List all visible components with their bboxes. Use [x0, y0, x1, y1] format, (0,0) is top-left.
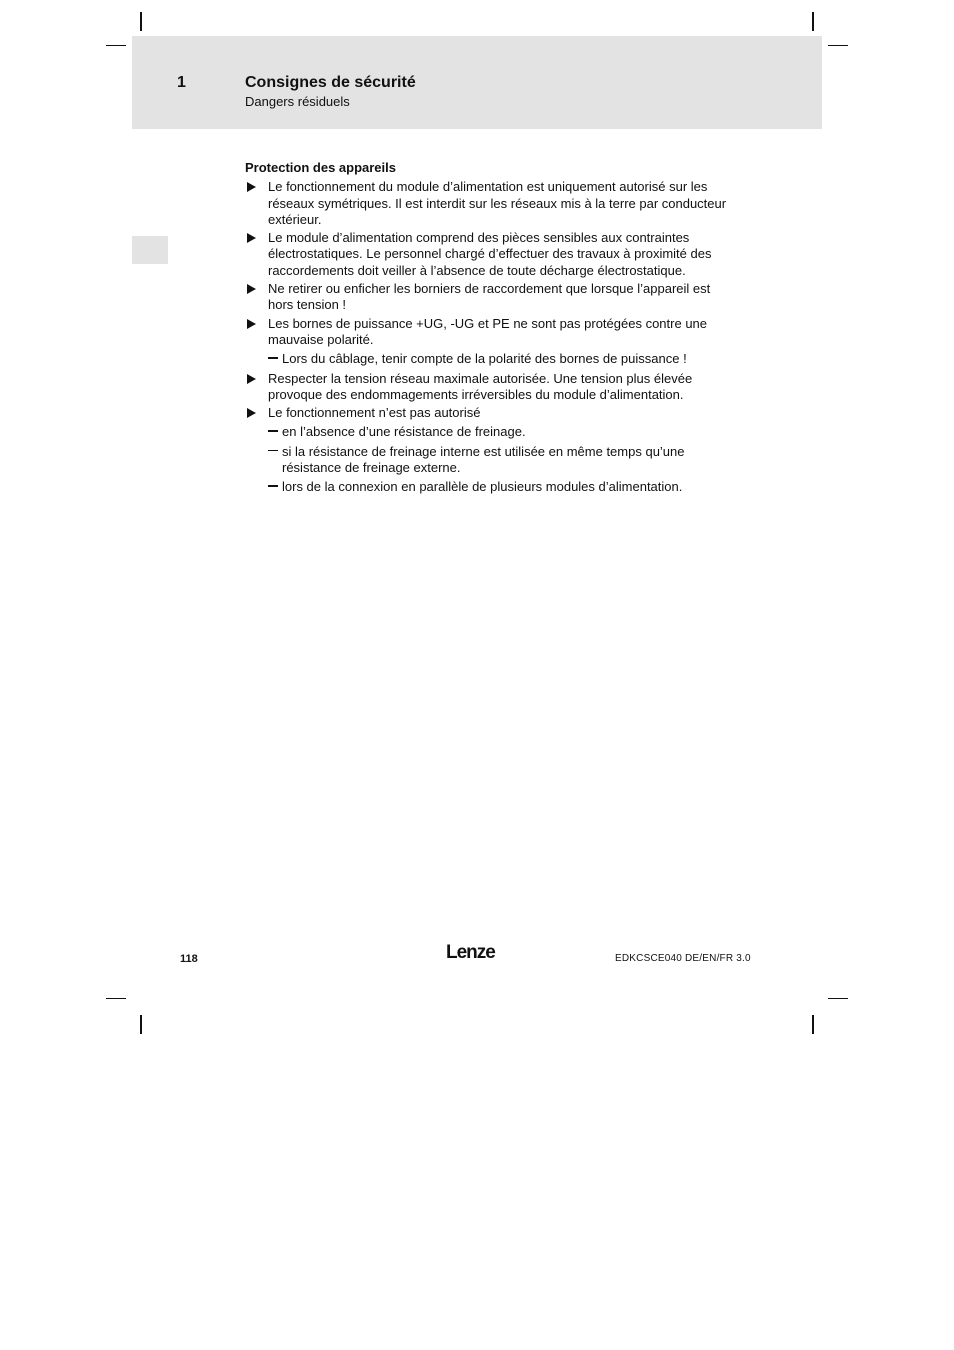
- dash-bullet-icon: [268, 430, 278, 432]
- triangle-bullet-icon: [247, 182, 256, 192]
- bullet-item: [245, 230, 735, 279]
- bullet-item: [245, 316, 735, 368]
- dash-list: [268, 351, 735, 367]
- crop-mark-top-right-vertical: [812, 12, 814, 31]
- chapter-header-band: [132, 36, 822, 129]
- crop-mark-top-right-horizontal: [828, 45, 848, 46]
- triangle-bullet-icon: [247, 284, 256, 294]
- chapter-title: Consignes de sécurité: [245, 74, 416, 91]
- crop-mark-top-left-horizontal: [106, 45, 126, 46]
- lenze-logo: Lenze: [446, 942, 495, 963]
- dash-list: [268, 424, 735, 495]
- bullet-text: Le module d’alimentation comprend des pièces sensibles aux contraintes électrostatiques. Le personnel chargé d’effectuer des travaux à proximité des raccordements doit veiller à l’absence de toute décharge électrostatique.: [268, 230, 712, 278]
- page-number: 118: [180, 953, 198, 965]
- bullet-item: [245, 281, 735, 314]
- chapter-subtitle: Dangers résiduels: [245, 94, 350, 109]
- dash-text: Lors du câblage, tenir compte de la polarité des bornes de puissance !: [282, 351, 687, 367]
- crop-mark-bottom-left-vertical: [140, 1015, 142, 1034]
- triangle-bullet-icon: [247, 374, 256, 384]
- bullet-list: [245, 179, 735, 495]
- section-content: [245, 160, 735, 499]
- bullet-text: Le fonctionnement du module d’alimentation est uniquement autorisé sur les réseaux symétriques. Il est interdit sur les réseaux mis à la terre par conducteur extérieur.: [268, 179, 727, 227]
- dash-text: si la résistance de freinage interne est utilisée en même temps qu’une résistance de freinage externe.: [282, 443, 685, 476]
- dash-text: lors de la connexion en parallèle de plusieurs modules d’alimentation.: [282, 479, 683, 495]
- bullet-item: [245, 179, 735, 228]
- dash-item: [268, 424, 735, 440]
- bullet-text: Le fonctionnement n’est pas autorisé: [268, 405, 481, 421]
- bullet-text: Les bornes de puissance +UG, -UG et PE ne sont pas protégées contre une mauvaise polarité.: [268, 315, 708, 347]
- bullet-item: [245, 371, 735, 404]
- dash-item: [268, 444, 735, 477]
- bullet-text: Respecter la tension réseau maximale autorisée. Une tension plus élevée provoque des endommagements irréversibles du module d’alimentation.: [268, 370, 693, 402]
- crop-mark-bottom-right-horizontal: [828, 998, 848, 999]
- dash-text: en l’absence d’une résistance de freinage.: [282, 424, 526, 440]
- crop-mark-bottom-left-horizontal: [106, 998, 126, 999]
- triangle-bullet-icon: [247, 319, 256, 329]
- dash-bullet-icon: [268, 450, 278, 452]
- dash-bullet-icon: [268, 485, 278, 487]
- triangle-bullet-icon: [247, 408, 256, 418]
- dash-bullet-icon: [268, 357, 278, 359]
- bullet-item: [245, 405, 735, 495]
- triangle-bullet-icon: [247, 233, 256, 243]
- side-thumb-tab: [132, 236, 168, 264]
- crop-mark-bottom-right-vertical: [812, 1015, 814, 1034]
- section-heading: Protection des appareils: [245, 160, 396, 175]
- dash-item: [268, 479, 735, 495]
- document-id: EDKCSCE040 DE/EN/FR 3.0: [615, 953, 751, 964]
- crop-mark-top-left-vertical: [140, 12, 142, 31]
- dash-item: [268, 351, 735, 367]
- chapter-number: 1: [177, 74, 186, 91]
- bullet-text: Ne retirer ou enficher les borniers de raccordement que lorsque l’appareil est hors tension !: [268, 281, 711, 313]
